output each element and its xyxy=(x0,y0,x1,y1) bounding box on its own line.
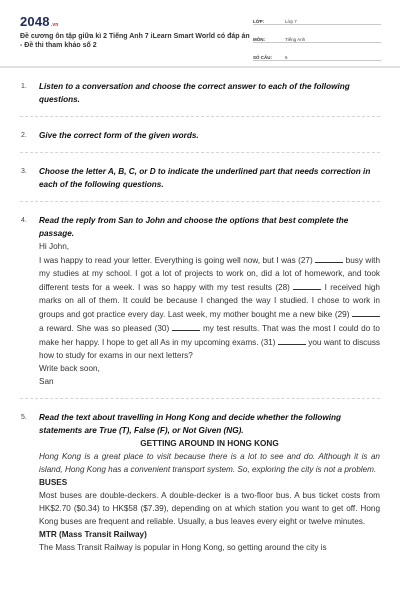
question-separator xyxy=(20,152,380,153)
letter-text: a reward. She was so pleased (30) xyxy=(39,324,170,333)
question-1 xyxy=(0,80,400,106)
meta-row-subject xyxy=(253,28,381,43)
question-number: 1. xyxy=(21,83,27,90)
letter-closing: Write back soon, xyxy=(39,364,100,373)
question-title: Give the correct form of the given words. xyxy=(39,131,199,140)
meta-row-count xyxy=(253,46,381,61)
meta-value: 6 xyxy=(285,55,288,60)
question-title: Read the reply from San to John and choose the options that best complete the passage. xyxy=(39,216,349,238)
letter-text: my test results. That was the most I could do to make her happy. I hope to get all As in my upcoming exams. (31) xyxy=(39,324,380,347)
answer-blank[interactable] xyxy=(172,321,200,331)
meta-label: SỐ CÂU: xyxy=(253,55,272,60)
letter-text: I received high marks on all of them. It could be because I changed the way I studied. I chose to work in groups and got practice every day. Last week, my mother bought me a new bike (29) xyxy=(39,283,380,319)
meta-value: Lớp 7 xyxy=(285,19,297,24)
document-title: Đề cương ôn tập giữa kì 2 Tiếng Anh 7 iLearn Smart World có đáp án - Đề thi tham khảo số 2 xyxy=(20,33,250,49)
reading-buses-text: Most buses are double-deckers. A double-decker is a two-floor bus. A bus ticket costs from HK$2.70 ($0.34) to HK$58 ($7.39), depending on at which station you want to get off. Hong Kong buses are frequent and reliable. Usually, a bus leaves every eight or twelve minutes. xyxy=(39,491,380,526)
reading-title: GETTING AROUND IN HONG KONG xyxy=(140,439,279,448)
letter-greeting: Hi John, xyxy=(39,242,70,251)
letter-signature: San xyxy=(39,377,54,386)
question-separator xyxy=(20,116,380,117)
answer-blank[interactable] xyxy=(278,335,306,345)
meta-label: LỚP: xyxy=(253,19,265,24)
exam-content xyxy=(0,70,400,554)
question-number: 5. xyxy=(21,414,27,421)
question-number: 2. xyxy=(21,132,27,139)
meta-info-box xyxy=(253,10,381,64)
reading-heading-buses: BUSES xyxy=(39,478,68,487)
reading-mtr-text: The Mass Transit Railway is popular in Hong Kong, so getting around the city is xyxy=(39,543,327,552)
question-number: 4. xyxy=(21,217,27,224)
answer-blank[interactable] xyxy=(293,280,321,290)
meta-label: MÔN: xyxy=(253,37,265,42)
question-separator xyxy=(20,201,380,202)
question-2 xyxy=(0,129,400,142)
logo-suffix: .vn xyxy=(50,22,59,28)
question-separator xyxy=(20,398,380,399)
question-title: Read the text about travelling in Hong Kong and decide whether the following statements are True (T), False (F), or Not Given (NG). xyxy=(39,413,342,435)
letter-text: busy with my studies at my school. I got a lot of projects to work on, did a lot of homework, and took different tests for a week. I was so happy with my test results (28) xyxy=(39,256,380,292)
question-3 xyxy=(0,165,400,191)
reading-intro: Hong Kong is a great place to visit because there is a lot to see and do. Although it is an island, Hong Kong has a convenient transport system. So, exploring the city is not a problem. xyxy=(39,452,380,474)
site-logo[interactable] xyxy=(20,14,59,29)
question-title: Listen to a conversation and choose the correct answer to each of the following questions. xyxy=(39,82,350,104)
reading-heading-mtr: MTR (Mass Transit Railway) xyxy=(39,530,147,539)
meta-value: Tiếng Anh xyxy=(285,37,306,42)
logo-text: 2048 xyxy=(20,14,50,29)
question-title: Choose the letter A, B, C, or D to indicate the underlined part that needs correction in each of the following questions. xyxy=(39,167,371,189)
page-header xyxy=(0,0,400,66)
answer-blank[interactable] xyxy=(315,253,343,263)
meta-row-class xyxy=(253,10,381,25)
letter-text: you want to discuss how to study for exams in our next letters? xyxy=(39,338,381,360)
answer-blank[interactable] xyxy=(352,307,380,317)
question-4 xyxy=(0,214,400,388)
letter-text: I was happy to read your letter. Everything is going well now, but I was (27) xyxy=(39,256,313,265)
header-divider xyxy=(0,66,400,68)
question-number: 3. xyxy=(21,168,27,175)
question-5 xyxy=(0,411,400,554)
letter-body xyxy=(39,253,380,362)
